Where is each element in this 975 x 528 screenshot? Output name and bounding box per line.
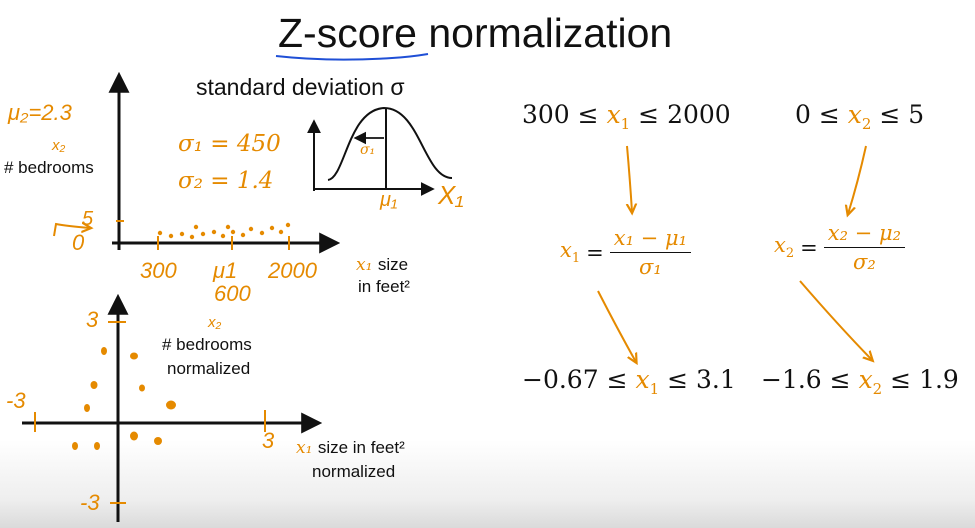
formula-x1-denominator: σ₁: [638, 255, 662, 279]
normalized-range-x2-low: −1.6: [761, 365, 822, 394]
formula-x1-fraction: [610, 226, 691, 279]
top-y-tick-0-label: 0: [72, 230, 85, 255]
top-y-label: # bedrooms: [4, 158, 94, 177]
point: [154, 437, 162, 445]
point: [212, 230, 216, 234]
arrow-formula1-to-result1: [598, 291, 636, 362]
range-x2: $0 \le x_2 \le 5$: [795, 100, 925, 133]
normalized-range-x2-high: 1.9: [919, 365, 959, 394]
point: [130, 432, 138, 441]
point: [226, 225, 230, 229]
range-x2-low: 0: [795, 100, 811, 129]
bottom-y-label-line1: # bedrooms: [162, 335, 252, 354]
formula-x1-numerator: x₁ − μ₁: [610, 226, 691, 253]
title-word-normalization: normalization: [428, 10, 673, 56]
curve-sigma-label: σ₁: [360, 142, 376, 158]
formula-x2: $x_2$ = $\frac{\text{x₂ − μ₂}}{\text{σ₂}}$: [774, 221, 905, 274]
point: [72, 442, 78, 450]
top-x-tick-2000-label: 2000: [268, 258, 317, 283]
sigma1-value: σ₁ = 450: [178, 131, 281, 157]
formula-x1-lhs: $x_1$: [560, 238, 581, 267]
normalized-range-x1: $-0.67 \le x_1 \le 3.1$: [522, 365, 736, 398]
point: [260, 231, 264, 235]
arrow-formula2-to-result2: [800, 281, 872, 360]
range-x2-high: 5: [908, 100, 925, 129]
formula-x1: $x_1$ = $\frac{\text{x₁ − μ₁}}{\text{σ₁}}$: [560, 226, 691, 279]
top-x-label-line2: in feet²: [358, 277, 410, 296]
range-x1-high: 2000: [667, 100, 731, 129]
bottom-y-bottom-tick-label: -3: [80, 490, 100, 515]
top-y-tick-5-label: 5: [82, 208, 94, 230]
bottom-x-left-tick-label: -3: [6, 388, 26, 413]
range-x2-var: $x_2$: [847, 100, 872, 133]
bottom-x-var: x₁: [296, 438, 313, 458]
arrow-range1-to-formula1: [627, 146, 632, 212]
point: [241, 233, 245, 237]
point: [158, 231, 162, 235]
top-mu1-label: μ1: [213, 258, 238, 283]
title-word-zscore: Z-score: [278, 10, 417, 56]
point: [270, 226, 274, 230]
bottom-y-label-line2: normalized: [167, 359, 251, 378]
point: [279, 230, 283, 234]
range-x1: $300 \le x_1 \le 2000$: [522, 100, 731, 133]
point: [180, 232, 184, 236]
top-x-label: [356, 255, 408, 275]
top-scatter-points: [158, 223, 290, 239]
curve-x-label: X₁: [438, 180, 464, 210]
bottom-x-label-line2: normalized: [312, 462, 396, 481]
top-y-var: x₂: [52, 137, 66, 154]
point: [84, 404, 90, 412]
point: [101, 347, 107, 355]
point: [190, 235, 194, 239]
range-x1-var: $x_1$: [606, 100, 631, 133]
point: [231, 230, 235, 234]
range-x1-low: 300: [522, 100, 570, 129]
sigma2-value: σ₂ = 1.4: [178, 168, 274, 194]
formula-x2-lhs: $x_2$: [774, 233, 795, 262]
point: [130, 353, 138, 360]
point: [166, 401, 176, 410]
point: [221, 234, 225, 238]
formula-x2-numerator: x₂ − μ₂: [824, 221, 905, 248]
mu2-label: μ₂=2.3: [8, 100, 72, 125]
bottom-x-label-line1: size in feet²: [317, 438, 405, 457]
point: [91, 381, 98, 389]
point: [286, 223, 290, 227]
std-dev-heading: standard deviation σ: [196, 74, 405, 100]
bottom-x-right-tick-label: 3: [262, 428, 275, 453]
curve-mu-label: μ₁: [380, 189, 398, 211]
normalized-range-x2: $-1.6 \le x_2 \le 1.9$: [761, 365, 959, 398]
point: [169, 234, 173, 238]
normalized-range-x1-var: $x_1$: [635, 365, 660, 398]
top-x-tick-600-label: 600: [214, 281, 251, 306]
normalized-range-x1-high: 3.1: [695, 365, 736, 394]
point: [194, 225, 198, 229]
normalized-range-x1-low: −0.67: [522, 365, 599, 394]
bell-curve: [328, 108, 452, 180]
top-x-var: x₁: [356, 255, 373, 275]
bottom-y-top-tick-label: 3: [86, 307, 99, 332]
bottom-scatter-points: [72, 347, 176, 450]
formula-x2-fraction: [824, 221, 905, 274]
top-x-label-line1: size: [377, 255, 409, 274]
point: [249, 227, 253, 231]
top-x-tick-300-label: 300: [140, 258, 177, 283]
title-underline: [276, 54, 428, 60]
point: [94, 442, 100, 450]
formula-x2-denominator: σ₂: [852, 250, 876, 274]
bottom-y-var: x₂: [208, 314, 222, 331]
point: [201, 232, 205, 236]
normalized-range-x2-var: $x_2$: [858, 365, 883, 398]
bottom-x-label: [296, 438, 405, 458]
point: [139, 385, 145, 392]
arrow-range2-to-formula2: [848, 146, 866, 214]
